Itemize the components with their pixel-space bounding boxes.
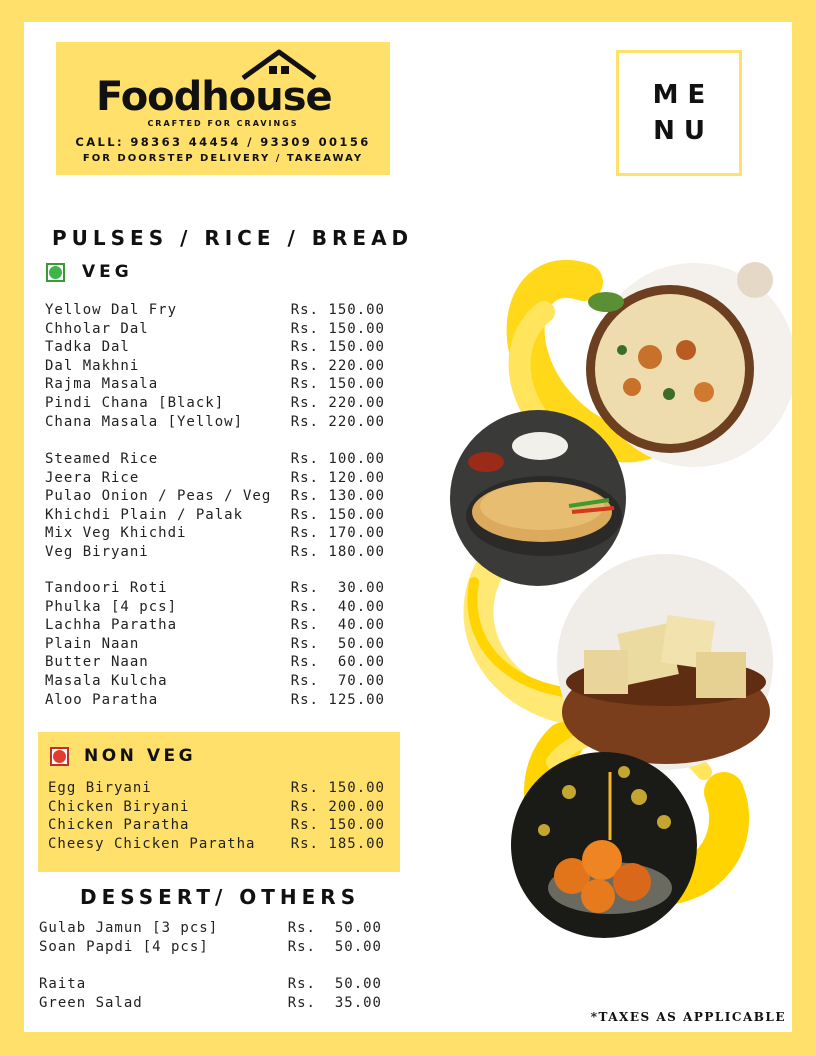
menu-item-name: Chicken Biryani	[48, 798, 190, 815]
menu-item	[45, 673, 385, 692]
menu-item-name: Veg Biryani	[45, 543, 149, 560]
delivery-note: FOR DOORSTEP DELIVERY / TAKEAWAY	[82, 153, 364, 164]
menu-item	[45, 302, 385, 321]
brand-tagline: CRAFTED FOR CRAVINGS	[147, 119, 299, 128]
menu-item-name: Aloo Paratha	[45, 691, 159, 708]
menu-item-name: Egg Biryani	[48, 780, 152, 796]
menu-item	[45, 395, 385, 414]
menu-item	[39, 976, 382, 995]
menu-item-price: Rs. 130.00	[290, 488, 385, 505]
menu-item-price: Rs. 150.00	[290, 339, 385, 356]
section-title-dessert: DESSERT/ OTHERS	[80, 885, 361, 909]
menu-item-price: Rs. 70.00	[290, 672, 385, 689]
menu-item	[45, 488, 385, 507]
menu-item-price: Rs. 150.00	[290, 506, 385, 523]
menu-item-name: Green Salad	[39, 994, 143, 1011]
menu-item-name: Butter Naan	[45, 654, 149, 671]
nonveg-list	[48, 780, 385, 854]
menu-item-name: Soan Papdi [4 pcs]	[39, 938, 209, 955]
logo-block	[56, 42, 390, 175]
menu-item-price: Rs. 50.00	[287, 976, 382, 992]
veg-heading	[46, 262, 133, 282]
menu-item-price: Rs. 125.00	[290, 691, 385, 708]
veg-symbol-icon	[46, 263, 65, 282]
menu-item-name: Chana Masala [Yellow]	[45, 413, 244, 430]
menu-item-name: Lachha Paratha	[45, 617, 178, 634]
menu-item	[45, 544, 385, 563]
menu-item	[45, 636, 385, 655]
others-list	[39, 976, 382, 1013]
menu-item-price: Rs. 40.00	[290, 598, 385, 615]
soan-papdi-image	[557, 554, 773, 770]
menu-item-price: Rs. 220.00	[290, 394, 385, 411]
menu-item-price: Rs. 200.00	[290, 798, 385, 815]
section-title-pulses: PULSES / RICE / BREAD	[52, 226, 414, 250]
menu-item	[45, 451, 385, 470]
menu-item	[48, 836, 385, 855]
menu-item-price: Rs. 170.00	[290, 525, 385, 542]
menu-item-name: Rajma Masala	[45, 376, 159, 393]
menu-item-name: Tandoori Roti	[45, 580, 168, 596]
menu-item	[45, 654, 385, 673]
menu-item	[39, 939, 382, 958]
menu-item-name: Masala Kulcha	[45, 672, 168, 689]
menu-item-name: Dal Makhni	[45, 357, 140, 374]
veg-label: VEG	[82, 262, 133, 282]
menu-item-price: Rs. 35.00	[287, 994, 382, 1011]
nonveg-symbol-icon	[50, 747, 69, 766]
menu-item	[45, 617, 385, 636]
dessert-list	[39, 920, 382, 957]
menu-item-name: Khichdi Plain / Palak	[45, 506, 244, 523]
menu-item-name: Chicken Paratha	[48, 817, 190, 834]
menu-item-price: Rs. 60.00	[290, 654, 385, 671]
menu-item-price: Rs. 220.00	[290, 357, 385, 374]
menu-item	[48, 799, 385, 818]
menu-item	[48, 780, 385, 799]
menu-item-price: Rs. 50.00	[287, 938, 382, 955]
menu-item	[45, 339, 385, 358]
menu-item	[45, 692, 385, 711]
menu-item-price: Rs. 150.00	[290, 376, 385, 393]
menu-item	[39, 920, 382, 939]
paratha-image	[450, 410, 626, 586]
gulab-jamun-image	[511, 752, 697, 938]
menu-item-price: Rs. 150.00	[290, 320, 385, 337]
menu-item-price: Rs. 150.00	[290, 780, 385, 796]
menu-item-name: Gulab Jamun [3 pcs]	[39, 920, 219, 936]
nonveg-heading	[50, 746, 196, 766]
menu-item-price: Rs. 50.00	[287, 920, 382, 936]
menu-label-box	[616, 50, 742, 176]
menu-item-price: Rs. 150.00	[290, 817, 385, 834]
menu-item-price: Rs. 50.00	[290, 635, 385, 652]
menu-item-price: Rs. 100.00	[290, 451, 385, 467]
menu-item-name: Cheesy Chicken Paratha	[48, 835, 256, 852]
menu-label-line-2: NU	[653, 116, 714, 146]
menu-item	[39, 995, 382, 1014]
menu-page	[24, 22, 792, 1032]
menu-item-price: Rs. 120.00	[290, 469, 385, 486]
menu-item-price: Rs. 150.00	[290, 302, 385, 318]
menu-item-name: Tadka Dal	[45, 339, 130, 356]
veg-rice-list	[45, 451, 385, 563]
menu-item-price: Rs. 180.00	[290, 543, 385, 560]
veg-dal-list	[45, 302, 385, 432]
menu-item-price: Rs. 30.00	[290, 580, 385, 596]
menu-item	[45, 414, 385, 433]
brand-name: Foodhouse	[96, 74, 332, 120]
menu-label-line-1: ME	[652, 80, 715, 110]
menu-item	[45, 599, 385, 618]
menu-item	[45, 321, 385, 340]
menu-item	[45, 470, 385, 489]
menu-item	[45, 525, 385, 544]
menu-item	[48, 817, 385, 836]
menu-item-price: Rs. 40.00	[290, 617, 385, 634]
menu-item-name: Jeera Rice	[45, 469, 140, 486]
menu-item-name: Phulka [4 pcs]	[45, 598, 178, 615]
nonveg-label: NON VEG	[84, 746, 197, 766]
menu-item	[45, 580, 385, 599]
menu-item	[45, 376, 385, 395]
menu-item-name: Chholar Dal	[45, 320, 149, 337]
menu-item-price: Rs. 220.00	[290, 413, 385, 430]
menu-item-name: Mix Veg Khichdi	[45, 525, 187, 542]
menu-item-name: Plain Naan	[45, 635, 140, 652]
menu-item-price: Rs. 185.00	[290, 835, 385, 852]
menu-item-name: Yellow Dal Fry	[45, 302, 178, 318]
call-numbers: CALL: 98363 44454 / 93309 00156	[75, 135, 371, 149]
menu-item	[45, 507, 385, 526]
veg-bread-list	[45, 580, 385, 710]
menu-item-name: Steamed Rice	[45, 451, 159, 467]
menu-item-name: Pulao Onion / Peas / Veg	[45, 488, 272, 505]
menu-item-name: Raita	[39, 976, 87, 992]
menu-item	[45, 358, 385, 377]
menu-item-name: Pindi Chana [Black]	[45, 394, 225, 411]
taxes-footnote: *TAXES AS APPLICABLE	[590, 1010, 786, 1024]
